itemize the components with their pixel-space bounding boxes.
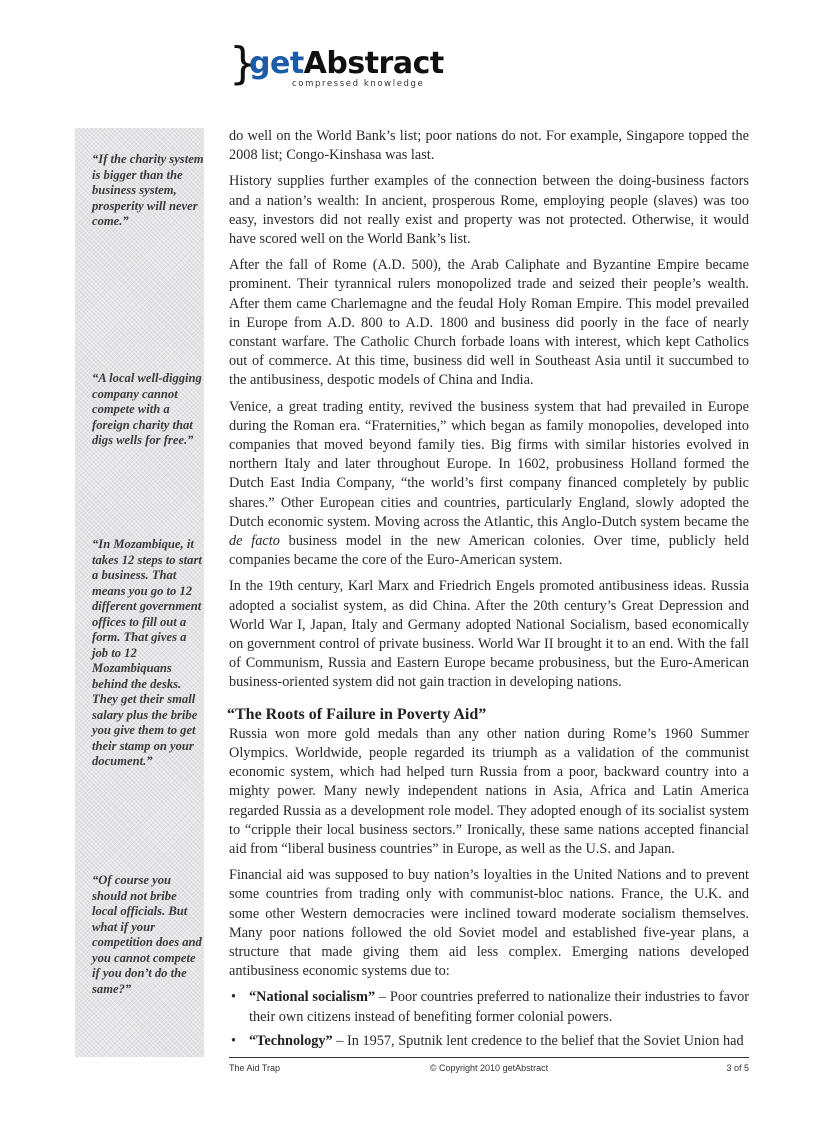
sidebar-quote: “In Mozambique, it takes 12 steps to start a business. That means you go to 12 different government offices to fill out a form. That gives a job to 12 Mozambiquans behind the desks. They get their small salary plus the bribe you give them to get their stamp on your document.” xyxy=(92,537,202,768)
list-item-term: “Technology” xyxy=(249,1032,333,1049)
list-item-term: “National socialism” xyxy=(249,989,376,1006)
bullet-icon: • xyxy=(231,1032,237,1049)
text-run: business model in the new American colonies. Over time, publicly held companies became the core of the Euro-American system. xyxy=(229,533,749,569)
logo-get: get xyxy=(249,46,304,81)
page-footer xyxy=(229,1063,749,1077)
list-item-text: – In 1957, Sputnik lent credence to the belief that the Soviet Union had xyxy=(332,1032,744,1049)
list-item xyxy=(229,988,749,1026)
page-number: 3 of 5 xyxy=(726,1063,749,1073)
section-heading: “The Roots of Failure in Poverty Aid” xyxy=(227,705,487,723)
footer-title: The Aid Trap xyxy=(229,1063,281,1073)
paragraph: History supplies further examples of the connection between the doing-business factors and a nation’s wealth: In ancient, prosperous Rome, employing people (slaves) was too easy, investors did not really exist and property was not protected. Otherwise, it would have scored well on the World Bank’s list. xyxy=(229,173,749,248)
text-run: Venice, a great trading entity, revived the business system that had prevailed in Europe during the Roman era. “Fraternities,” which began as family monopolies, developed into companies that moved beyond family ties. Big firms with similar histories evolved in northern Italy and later throughout Europe. In 1602, probusiness Holland formed the Dutch East India Company, “the world’s first company financed completely by public shares.” Other European cities and countries, particularly England, slowly adopted the Dutch economic system. Moving across the Atlantic, this Anglo-Dutch system became the xyxy=(229,398,749,530)
list-item xyxy=(229,1032,749,1051)
logo-wordmark xyxy=(249,48,444,80)
paragraph-venice xyxy=(229,398,749,571)
paragraph: After the fall of Rome (A.D. 500), the Arab Caliphate and Byzantine Empire became prominent. Their tyrannical rulers monopolized trade and seized their people’s wealth. After them came Charlemagne and the feudal Holy Roman Empire. This model prevailed in Europe from A.D. 800 to A.D. 1800 and business did poorly in the face of nearly constant warfare. The Catholic Church forbade loans with interest, which kept Catholics out of commerce. At this time, business did well in Southeast Asia until it succumbed to the antibusiness, despotic models of China and India. xyxy=(229,257,749,389)
footer-copyright: © Copyright 2010 getAbstract xyxy=(429,1063,549,1073)
list-item-text: – Poor countries preferred to nationalize their industries to favor their own citizens instead of benefiting former colonial powers. xyxy=(249,989,749,1025)
sidebar-quote: “Of course you should not bribe local officials. But what if your competition does and you cannot compete if you don’t do the same?” xyxy=(92,873,202,996)
footer-divider xyxy=(229,1057,749,1058)
quote-sidebar xyxy=(75,128,204,1057)
logo-abstract: Abstract xyxy=(303,46,444,81)
italic-term: de facto xyxy=(229,533,280,550)
bullet-icon: • xyxy=(231,989,237,1006)
paragraph: Russia won more gold medals than any other nation during Rome’s 1960 Summer Olympics. Worldwide, people regarded its triumph as a validation of the communist economic system, which had helped turn Russia from a poor, backward country into a mighty power. Many newly independent nations in Asia, Africa and Latin America regarded Russia as a development role model. They adopted enough of its socialist system to “cripple their local business sectors.” Ironically, these same nations accepted financial aid from “liberal business countries” in Europe, as well as the U.S. and Japan. xyxy=(229,725,749,857)
article-body xyxy=(229,127,749,1056)
bullet-list xyxy=(229,988,749,1051)
sidebar-quote: “A local well-digging company cannot compete with a foreign charity that digs wells for free.” xyxy=(92,371,202,447)
paragraph: In the 19th century, Karl Marx and Friedrich Engels promoted antibusiness ideas. Russia adopted a socialist system, as did China. After the 20th century’s Great Depression and World War I, Japan, Italy and Germany adopted National Socialism, based economically on government control of private business. World War II brought it to an end. With the fall of Communism, Russia and Eastern Europe became probusiness, but the Euro-American business-oriented system did not gain traction in developing nations. xyxy=(229,578,749,691)
sidebar-quote: “If the charity system is bigger than the business system, prosperity will never come.” xyxy=(92,152,204,228)
paragraph: Financial aid was supposed to buy nation’s loyalties in the United Nations and to prevent some countries from trading only with communist-bloc nations. France, the U.K. and some other Western democracies were inclined toward moderate socialism themselves. Many poor nations followed the old Soviet model and established five-year plans, a structure that made giving them aid less complex. Emerging nations developed antibusiness economic systems due to: xyxy=(229,867,749,980)
logo-brace-icon: } xyxy=(229,38,257,89)
logo-tagline: compressed knowledge xyxy=(292,79,425,89)
paragraph: do well on the World Bank’s list; poor nations do not. For example, Singapore topped the 2008 list; Congo-Kinshasa was last. xyxy=(229,128,749,164)
